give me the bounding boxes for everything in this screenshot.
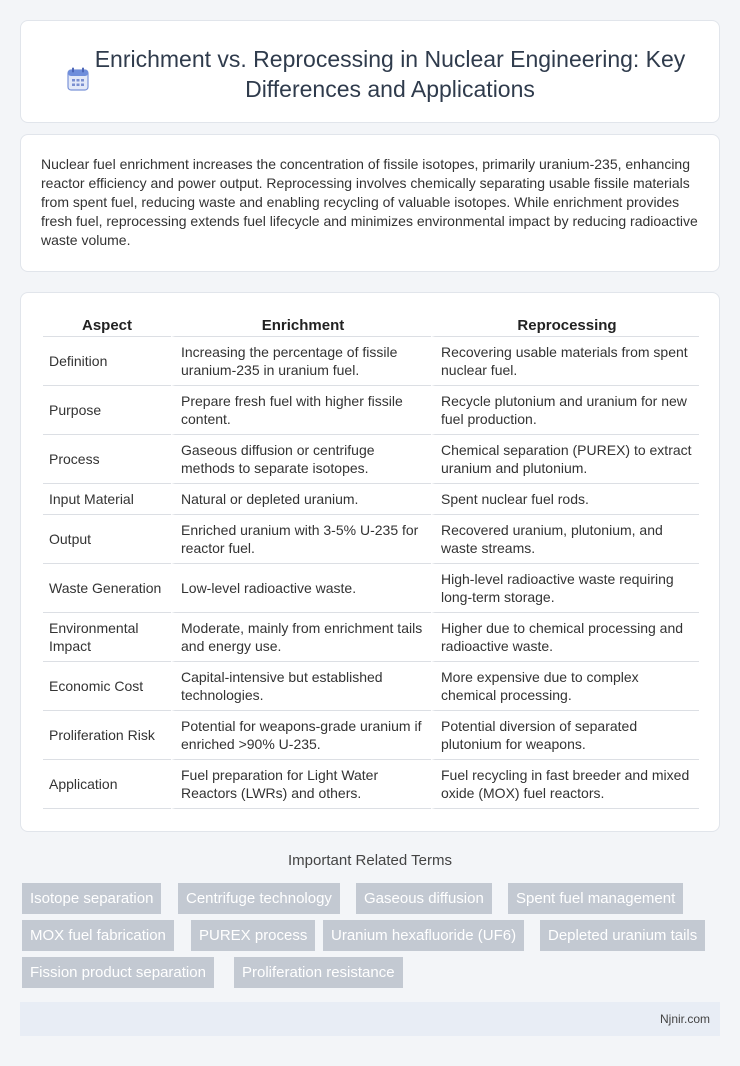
related-terms-heading: Important Related Terms: [288, 852, 452, 869]
aspect-cell: Output: [43, 515, 171, 564]
enrichment-cell: Low-level radioactive waste.: [171, 564, 431, 613]
enrichment-cell: Gaseous diffusion or centrifuge methods to separate isotopes.: [171, 435, 431, 484]
reprocessing-cell: High-level radioactive waste requiring long-term storage.: [431, 564, 699, 613]
intro-paragraph: Nuclear fuel enrichment increases the concentration of fissile isotopes, primarily uranium-235, enhancing reactor efficiency and power output. Reprocessing involves chemically separating usable fissile materials from spent fuel, reducing waste and enabling recycling of valuable isotopes. While enrichment provides fresh fuel, reprocessing extends fuel lifecycle and minimizes environmental impact by reducing radioactive waste volume.: [41, 156, 698, 248]
header-reprocessing: Reprocessing: [431, 315, 699, 337]
term-tag[interactable]: MOX fuel fabrication: [22, 920, 174, 951]
reprocessing-cell: More expensive due to complex chemical processing.: [431, 662, 699, 711]
term-tag[interactable]: Depleted uranium tails: [540, 920, 705, 951]
enrichment-cell: Increasing the percentage of fissile uranium-235 in uranium fuel.: [171, 337, 431, 386]
reprocessing-cell: Spent nuclear fuel rods.: [431, 484, 699, 515]
term-tag[interactable]: PUREX process: [191, 920, 315, 951]
aspect-cell: Environmental Impact: [43, 613, 171, 662]
header-aspect: Aspect: [43, 315, 171, 337]
term-tag[interactable]: Proliferation resistance: [234, 957, 403, 988]
table-row: [43, 386, 699, 435]
reprocessing-cell: Fuel recycling in fast breeder and mixed oxide (MOX) fuel reactors.: [431, 760, 699, 809]
enrichment-cell: Natural or depleted uranium.: [171, 484, 431, 515]
reprocessing-cell: Recovering usable materials from spent nuclear fuel.: [431, 337, 699, 386]
enrichment-cell: Capital-intensive but established technologies.: [171, 662, 431, 711]
table-row: [43, 760, 699, 809]
term-tag[interactable]: Centrifuge technology: [178, 883, 340, 914]
enrichment-cell: Fuel preparation for Light Water Reactors (LWRs) and others.: [171, 760, 431, 809]
term-tag[interactable]: Spent fuel management: [508, 883, 683, 914]
term-tag[interactable]: Gaseous diffusion: [356, 883, 492, 914]
title-card: [20, 20, 720, 123]
aspect-cell: Waste Generation: [43, 564, 171, 613]
table-row: [43, 484, 699, 515]
aspect-cell: Input Material: [43, 484, 171, 515]
enrichment-cell: Prepare fresh fuel with higher fissile content.: [171, 386, 431, 435]
aspect-cell: Purpose: [43, 386, 171, 435]
aspect-cell: Application: [43, 760, 171, 809]
table-row: [43, 613, 699, 662]
table-row: [43, 662, 699, 711]
aspect-cell: Definition: [43, 337, 171, 386]
reprocessing-cell: Higher due to chemical processing and radioactive waste.: [431, 613, 699, 662]
comparison-card: [20, 292, 720, 832]
reprocessing-cell: Chemical separation (PUREX) to extract uranium and plutonium.: [431, 435, 699, 484]
enrichment-cell: Moderate, mainly from enrichment tails and energy use.: [171, 613, 431, 662]
page-title: Enrichment vs. Reprocessing in Nuclear Engineering: Key Differences and Applications: [94, 46, 686, 102]
enrichment-cell: Enriched uranium with 3-5% U-235 for reactor fuel.: [171, 515, 431, 564]
term-tag[interactable]: Isotope separation: [22, 883, 161, 914]
term-tag[interactable]: Fission product separation: [22, 957, 214, 988]
aspect-cell: Process: [43, 435, 171, 484]
reprocessing-cell: Recycle plutonium and uranium for new fuel production.: [431, 386, 699, 435]
intro-card: [20, 134, 720, 272]
footer: [20, 1002, 720, 1036]
table-row: [43, 435, 699, 484]
aspect-cell: Proliferation Risk: [43, 711, 171, 760]
comparison-table: [43, 315, 699, 809]
table-row: [43, 337, 699, 386]
aspect-cell: Economic Cost: [43, 662, 171, 711]
reprocessing-cell: Recovered uranium, plutonium, and waste streams.: [431, 515, 699, 564]
reprocessing-cell: Potential diversion of separated plutonium for weapons.: [431, 711, 699, 760]
table-row: [43, 711, 699, 760]
table-row: [43, 564, 699, 613]
footer-site-link[interactable]: Njnir.com: [659, 1012, 710, 1026]
enrichment-cell: Potential for weapons-grade uranium if enriched >90% U-235.: [171, 711, 431, 760]
table-header-row: [43, 315, 699, 337]
header-enrichment: Enrichment: [171, 315, 431, 337]
table-row: [43, 515, 699, 564]
term-tag[interactable]: Uranium hexafluoride (UF6): [323, 920, 524, 951]
